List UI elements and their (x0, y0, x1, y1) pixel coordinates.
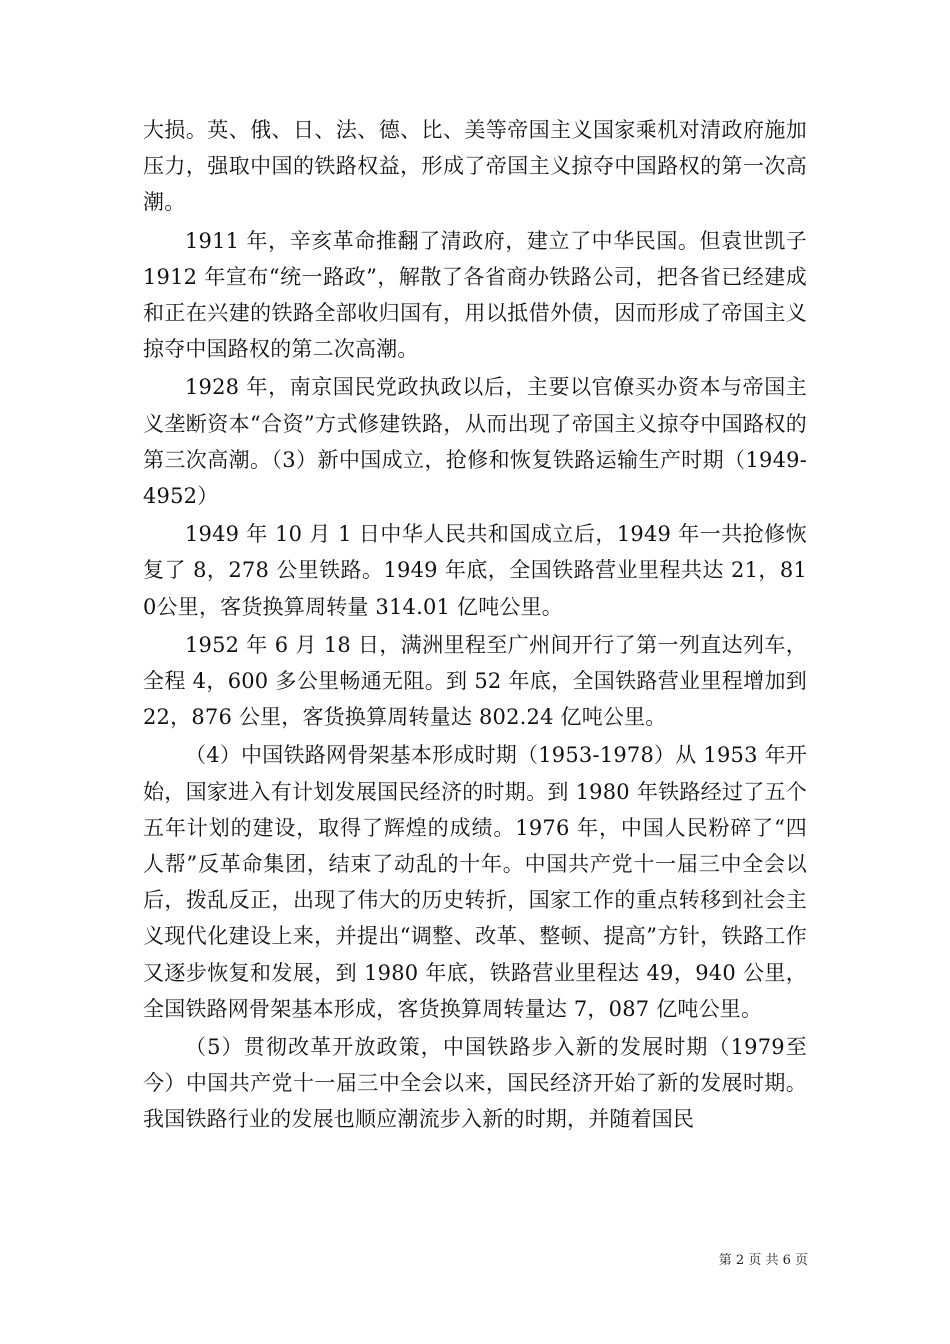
paragraph-section-5: （5）贯彻改革开放政策，中国铁路步入新的发展时期（1979至今）中国共产党十一届三中全会以来，国民经济开始了新的发展时期。我国铁路行业的发展也顺应潮流步入新的时期，并随着国民 (143, 1035, 807, 1132)
paragraph-1952-express: 1952 年 6 月 18 日，满洲里程至广州间开行了第一列直达列车，全程 4，600 多公里畅通无阻。到 52 年底，全国铁路营业里程增加到 22，876 公里，客货换算周转量达 802.24 亿吨公里。 (143, 632, 807, 730)
paragraph-1928-nanjing: 1928 年，南京国民党政执政以后，主要以官僚买办资本与帝国主义垄断资本“合资”方式修建铁路，从而出现了帝国主义掠夺中国路权的第三次高潮。（3）新中国成立，抢修和恢复铁路运输生产时期（1949-4952） (143, 375, 807, 509)
document-body (143, 112, 807, 1140)
paragraph-continuation: 大损。英、俄、日、法、德、比、美等帝国主义国家乘机对清政府施加压力，强取中国的铁路权益，形成了帝国主义掠夺中国路权的第一次高潮。 (143, 118, 807, 215)
paragraph-1911-revolution: 1911 年，辛亥革命推翻了清政府，建立了中华民国。但袁世凯子 1912 年宣布“统一路政”，解散了各省商办铁路公司，把各省已经建成和正在兴建的铁路全部收归国有，用以抵借外债，因而形成了帝国主义掠夺中国路权的第二次高潮。 (143, 228, 807, 362)
page-number: 第 2 页 共 6 页 (718, 1253, 808, 1268)
paragraph-section-4: （4）中国铁路网骨架基本形成时期（1953-1978）从 1953 年开始，国家进入有计划发展国民经济的时期。到 1980 年铁路经过了五个五年计划的建设，取得了辉煌的成绩。1976 年，中国人民粉碎了“四人帮”反革命集团，结束了动乱的十年。中国共产党十一届三中全会以后，拨乱反正，出现了伟大的历史转折，国家工作的重点转移到社会主义现代化建设上来，并提出“调整、改革、整顿、提高”方针，铁路工作又逐步恢复和发展，到 1980 年底，铁路营业里程达 49，940 公里，全国铁路网骨架基本形成，客货换算周转量达 7，087 亿吨公里。 (143, 743, 807, 1021)
paragraph-1949-founding: 1949 年 10 月 1 日中华人民共和国成立后，1949 年一共抢修恢复了 8，278 公里铁路。1949 年底，全国铁路营业里程共达 21，810公里，客货换算周转量 314.01 亿吨公里。 (143, 522, 807, 619)
